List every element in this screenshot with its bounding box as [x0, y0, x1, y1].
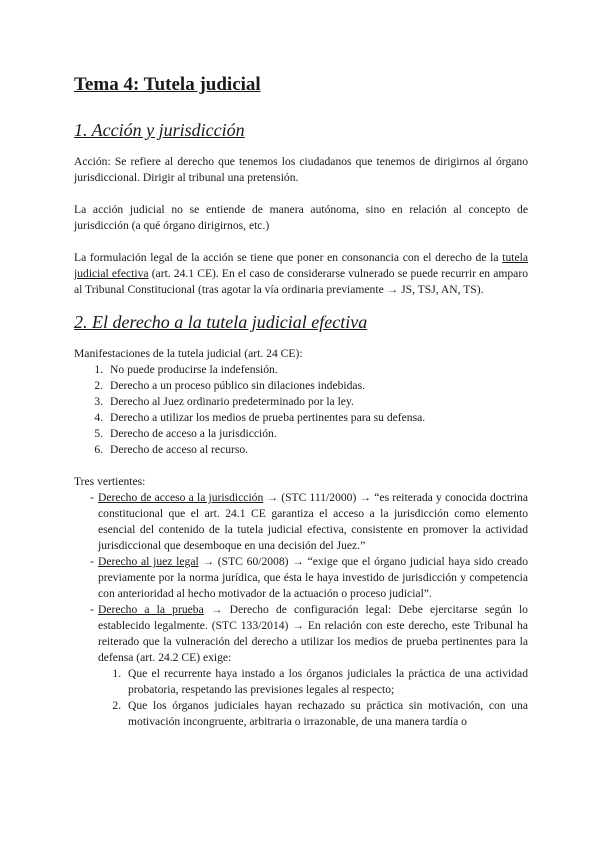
list-item: 2. Que los órganos judiciales hayan rechazado su práctica sin motivación, con una motivación incongruente, arbitraria o irrazonable, de una manera tardía o — [124, 698, 528, 730]
list-item: 3. Derecho al Juez ordinario predeterminado por la ley. — [106, 394, 528, 410]
text-segment: La formulación legal de la acción se tiene que poner en consonancia con el derecho de la — [74, 251, 503, 264]
vertiente-juez-legal — [74, 554, 528, 602]
list-item: 6. Derecho de acceso al recurso. — [106, 442, 528, 458]
vertiente-label: Derecho a la prueba — [98, 603, 204, 616]
underlined-term-tutela: tutela judicial efectiva — [74, 251, 528, 280]
vertiente-label: Derecho al juez legal — [98, 555, 199, 568]
section-1-heading: 1. Acción y jurisdicción — [74, 120, 245, 140]
vertiente-text: → (STC 60/2008) → “exige que el órgano judicial haya sido creado previamente por la norma jurídica, que ésta le haya investido de jurisdicción y competencia con anterioridad al hecho motivador de la actuación o proceso judicial”. — [98, 555, 528, 600]
list-item: 5. Derecho de acceso a la jurisdicción. — [106, 426, 528, 442]
vertientes-list — [74, 490, 528, 730]
list-item: 1. No puede producirse la indefensión. — [106, 362, 528, 378]
text-segment: (art. 24.1 CE). En el caso de considerarse vulnerado se puede recurrir en amparo al Tribunal Constitucional (tras agotar la vía ordinaria previamente → JS, TSJ, AN, TS). — [74, 267, 528, 296]
vertiente-derecho-prueba — [74, 602, 528, 730]
vertiente-acceso-jurisdiccion — [74, 490, 528, 554]
paragraph-formulacion-legal — [74, 250, 528, 298]
document-title: Tema 4: Tutela judicial — [74, 74, 261, 95]
vertientes-intro: Tres vertientes: — [74, 475, 146, 488]
list-item: 1. Que el recurrente haya instado a los órganos judiciales la práctica de una actividad probatoria, respetando las previsiones legales al respecto; — [124, 666, 528, 698]
prueba-requirements-list — [98, 666, 528, 730]
section-2-heading: 2. El derecho a la tutela judicial efectiva — [74, 312, 368, 332]
manifestations-intro: Manifestaciones de la tutela judicial (art. 24 CE): — [74, 347, 303, 360]
paragraph-accion: Acción: Se refiere al derecho que tenemos los ciudadanos que tenemos de dirigirnos al órgano jurisdiccional. Dirigir al tribunal una pretensión. — [74, 155, 528, 184]
paragraph-accion-judicial: La acción judicial no se entiende de manera autónoma, sino en relación al concepto de jurisdicción (a qué órgano dirigirnos, etc.) — [74, 203, 528, 232]
list-item: 2. Derecho a un proceso público sin dilaciones indebidas. — [106, 378, 528, 394]
manifestations-list — [74, 362, 528, 458]
list-item: 4. Derecho a utilizar los medios de prueba pertinentes para su defensa. — [106, 410, 528, 426]
vertiente-label: Derecho de acceso a la jurisdicción — [98, 491, 264, 504]
vertiente-text: → Derecho de configuración legal: Debe ejercitarse según lo establecido legalmente. (STC 133/2014) → En relación con este derecho, este Tribunal ha reiterado que la vulneración del derecho a utilizar los medios de prueba pertinentes para la defensa (art. 24.2 CE) exige: — [98, 603, 528, 664]
vertiente-text: → (STC 111/2000) → “es reiterada y conocida doctrina constitucional que el art. 24.1 CE garantiza el acceso a la jurisdicción como elemento esencial del contenido de la tutela judicial efectiva, consistente en promover la actividad jurisdiccional que desemboque en una decisión del Juez.” — [98, 491, 528, 552]
